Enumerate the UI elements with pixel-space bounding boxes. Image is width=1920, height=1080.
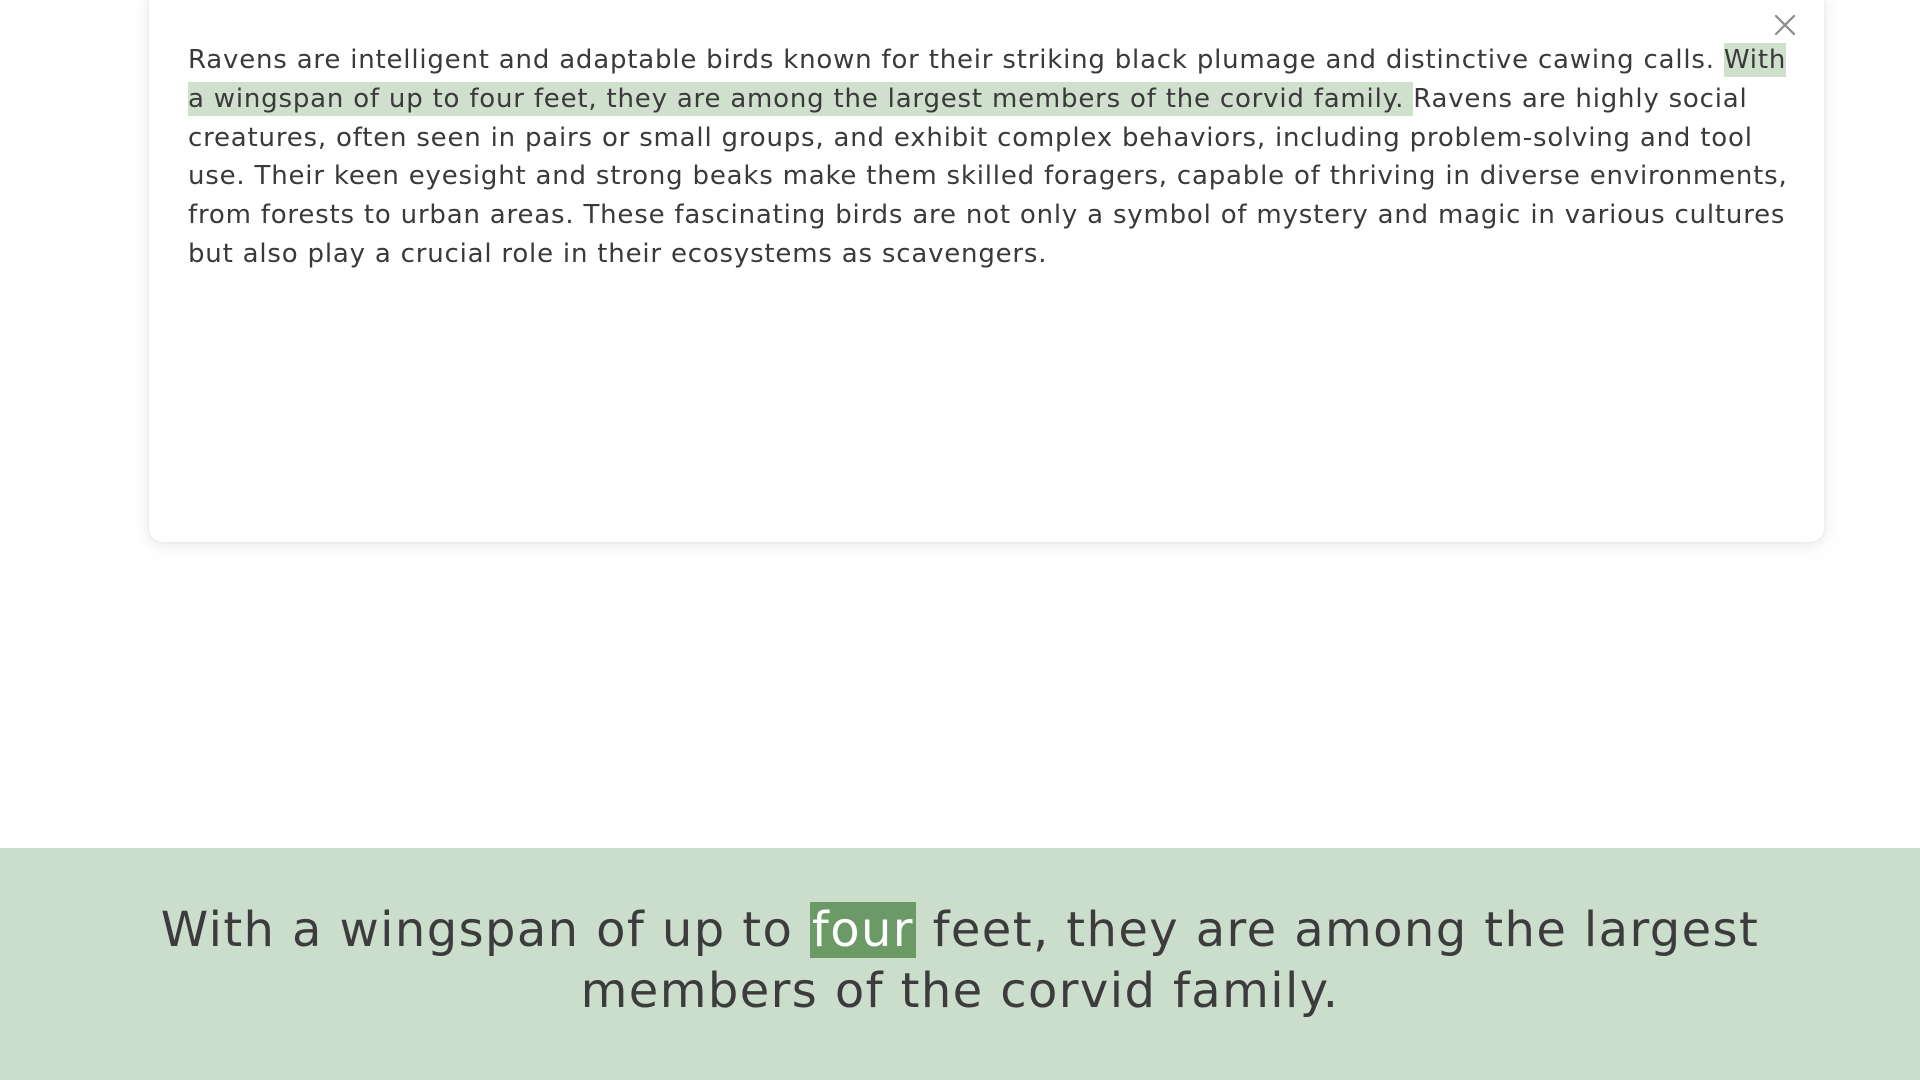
caption-bar xyxy=(0,848,1920,1080)
current-sentence-highlight[interactable]: With a wingspan of up to four feet, they are among the largest members of the corvid family. xyxy=(188,45,1787,114)
close-button[interactable] xyxy=(1768,8,1802,42)
passage-text-before: Ravens are intelligent and adaptable birds known for their striking black plumage and distinctive cawing calls. xyxy=(188,45,1724,75)
caption-after: feet, they are among the largest members of the corvid family. xyxy=(580,902,1760,1019)
close-icon xyxy=(1774,14,1796,36)
caption-sentence xyxy=(40,900,1880,1022)
current-word-highlight: four xyxy=(811,902,914,958)
passage-text xyxy=(188,41,1808,274)
caption-before: With a wingspan of up to xyxy=(160,902,810,958)
reader-card xyxy=(149,0,1824,542)
passage-text-after: Ravens are highly social creatures, often seen in pairs or small groups, and exhibit complex behaviors, including problem-solving and tool use. Their keen eyesight and strong beaks make them skilled foragers, capable of thriving in diverse environments, from forests to urban areas. These fascinating birds are not only a symbol of mystery and magic in various cultures but also play a crucial role in their ecosystems as scavengers. xyxy=(188,83,1788,269)
